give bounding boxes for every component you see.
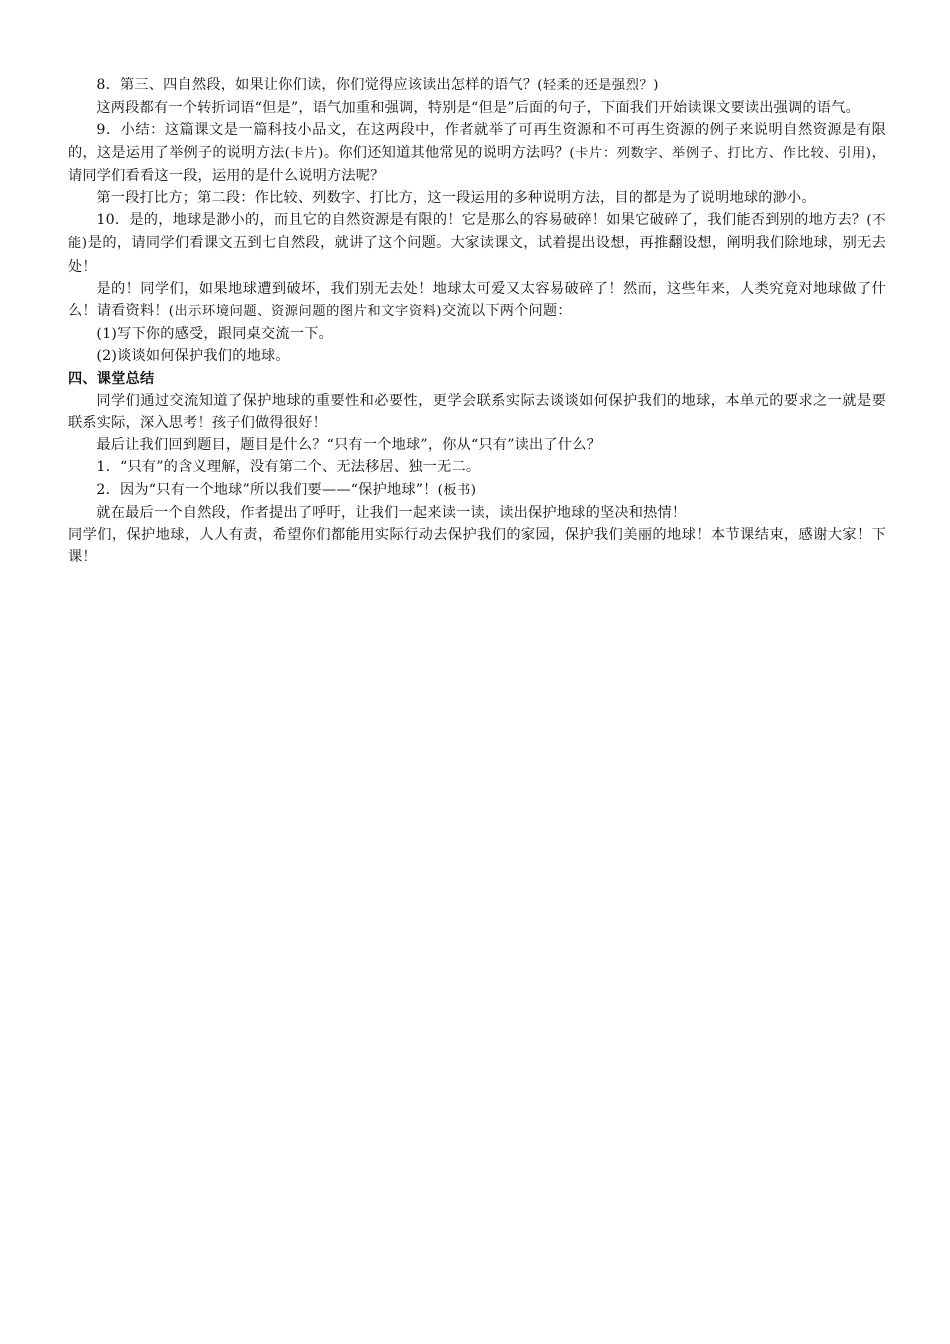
body-paragraph [68, 456, 886, 478]
teaching-note: (轻柔的还是强烈？) [537, 78, 660, 93]
teaching-note: (卡片：列数字、举例子、打比方、作比较、引用) [569, 145, 872, 161]
text-run: (2)谈谈如何保护我们的地球。 [96, 348, 290, 365]
body-paragraph [68, 74, 886, 97]
teaching-note: (不能) [68, 213, 886, 252]
text-run: 同学们，保护地球，人人有责，希望你们都能用实际行动去保护我们的家园，保护我们美丽的地球！本节课结束，感谢大家！下课！ [68, 527, 886, 566]
text-run: 1．“只有”的含义理解，没有第二个、无法移居、独一无二。 [96, 459, 481, 476]
text-run: 是的！同学们，如果地球遭到破坏，我们别无去处！地球太可爱又太容易破碎了！然而，这些年来，人类究竟对地球做了什么！请看资料！ [68, 280, 886, 320]
text-run: 同学们通过交流知道了保护地球的重要性和必要性，更学会联系实际去谈谈如何保护我们的地球，本单元的要求之一就是要联系实际，深入思考！孩子们做得很好！ [68, 392, 886, 432]
body-paragraph [68, 119, 886, 187]
teaching-note: (出示环境问题、资源问题的图片和文字资料) [168, 304, 443, 320]
text-run: ，请同学们看看这一段，运用的是什么说明方法呢？ [68, 144, 887, 184]
text-run: 2．因为“只有一个地球”所以我们要——“保护地球”！ [96, 481, 438, 498]
text-run: 就在最后一个自然段，作者提出了呼吁，让我们一起来读一读，读出保护地球的坚决和热情！ [96, 504, 687, 521]
section-heading [68, 368, 886, 390]
body-paragraph [68, 278, 886, 323]
text-run: 是的，请同学们看课文五到七自然段，就讲了这个问题。大家读课文，试着提出设想，再推翻设想，阐明我们除地球，别无去处！ [68, 235, 886, 275]
body-paragraph [68, 209, 886, 278]
text-run: 。你们还知道其他常见的说明方法吗？ [323, 144, 570, 161]
body-paragraph [68, 97, 886, 119]
document-page [68, 74, 886, 568]
body-paragraph [68, 345, 886, 367]
body-paragraph [68, 479, 886, 502]
text-run: 9．小结：这篇课文是一篇科技小品文，在这两段中，作者就举了可再生资源和不可再生资源的例子来说明自然资源是有限的，这是运用了举例子的说明方法 [68, 122, 886, 161]
body-paragraph [68, 390, 886, 434]
text-run: 最后让我们回到题目，题目是什么？“只有一个地球”，你从“只有”读出了什么？ [96, 437, 601, 454]
text-run: (1)写下你的感受，跟同桌交流一下。 [96, 326, 333, 343]
body-paragraph [68, 502, 886, 524]
body-paragraph [68, 434, 886, 456]
text-run: 10．是的，地球是渺小的，而且它的自然资源是有限的！它是那么的容易破碎！如果它破碎了，我们能否到别的地方去？ [96, 212, 867, 229]
closing-paragraph [68, 524, 886, 568]
teaching-note: (卡片) [284, 145, 324, 161]
body-paragraph [68, 323, 886, 345]
text-run: 8．第三、四自然段，如果让你们读，你们觉得应该读出怎样的语气？ [96, 77, 538, 93]
text-run: 交流以下两个问题： [442, 303, 572, 320]
text-run: 这两段都有一个转折词语“但是”，语气加重和强调，特别是“但是”后面的句子，下面我们开始读课文要读出强调的语气。 [96, 100, 860, 117]
text-run: 第一段打比方；第二段：作比较、列数字、打比方，这一段运用的多种说明方法，目的都是为了说明地球的渺小。 [96, 190, 816, 207]
text-run: 四、课堂总结 [68, 370, 155, 387]
teaching-note: (板书) [437, 482, 477, 498]
body-paragraph [68, 187, 886, 209]
